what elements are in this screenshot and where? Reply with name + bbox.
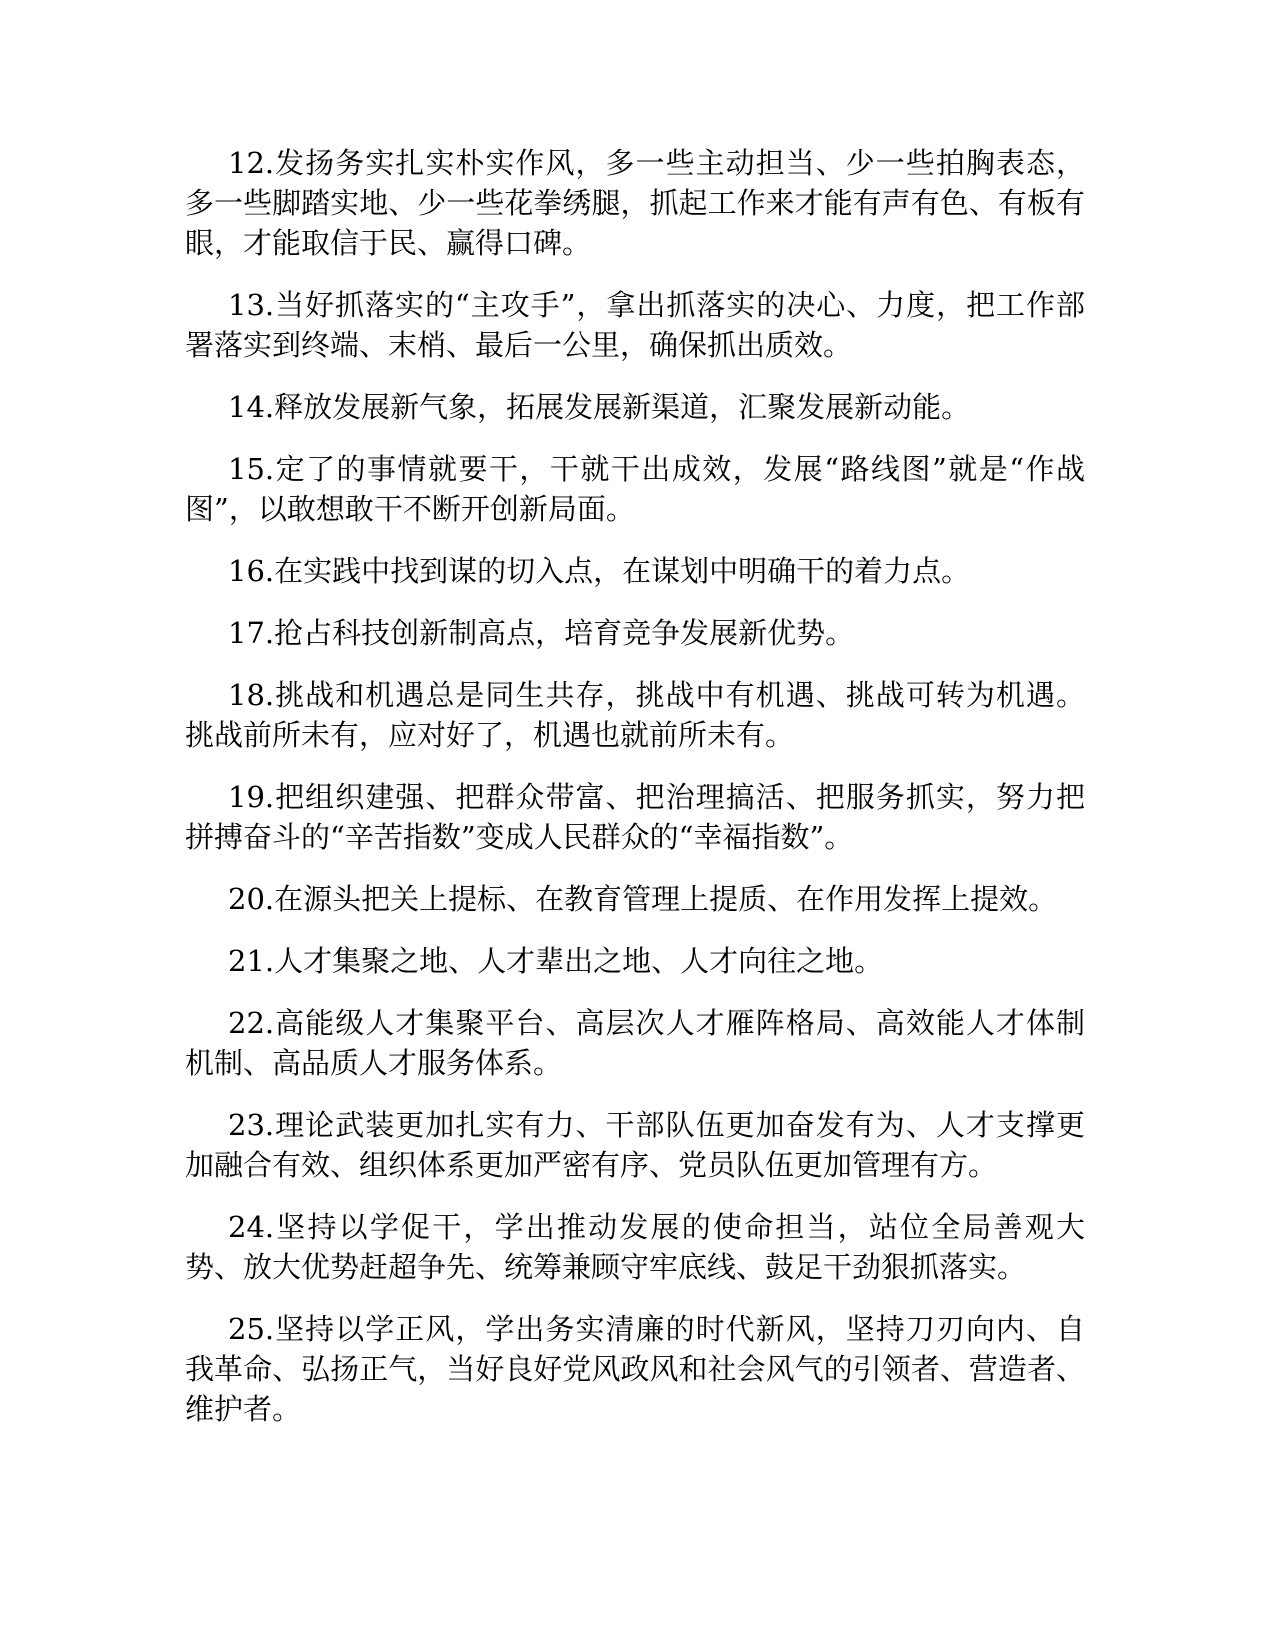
- paragraph-14: 14.释放发展新气象，拓展发展新渠道，汇聚发展新动能。: [228, 390, 971, 424]
- paragraph-25: 25.坚持以学正风，学出务实清廉的时代新风，坚持刀刃向内、自我革命、弘扬正气，当好良好党风政风和社会风气的引领者、营造者、维护者。: [185, 1312, 1085, 1426]
- paragraph-12: 12.发扬务实扎实朴实作风，多一些主动担当、少一些拍胸表态，多一些脚踏实地、少一些花拳绣腿，抓起工作来才能有声有色、有板有眼，才能取信于民、赢得口碑。: [185, 146, 1085, 260]
- paragraph-16: 16.在实践中找到谋的切入点，在谋划中明确干的着力点。: [228, 554, 971, 588]
- paragraph-20: 20.在源头把关上提标、在教育管理上提质、在作用发挥上提效。: [228, 882, 1058, 916]
- paragraph-23: 23.理论武装更加扎实有力、干部队伍更加奋发有为、人才支撑更加融合有效、组织体系更加严密有序、党员队伍更加管理有方。: [185, 1108, 1085, 1182]
- paragraph-24: 24.坚持以学促干，学出推动发展的使命担当，站位全局善观大势、放大优势赶超争先、统筹兼顾守牢底线、鼓足干劲狠抓落实。: [185, 1210, 1085, 1284]
- paragraph-13: 13.当好抓落实的“主攻手”，拿出抓落实的决心、力度，把工作部署落实到终端、末梢、最后一公里，确保抓出质效。: [185, 288, 1085, 362]
- paragraph-18: 18.挑战和机遇总是同生共存，挑战中有机遇、挑战可转为机遇。挑战前所未有，应对好了，机遇也就前所未有。: [185, 678, 1085, 752]
- paragraph-22: 22.高能级人才集聚平台、高层次人才雁阵格局、高效能人才体制机制、高品质人才服务体系。: [185, 1006, 1085, 1080]
- paragraph-21: 21.人才集聚之地、人才辈出之地、人才向往之地。: [228, 944, 884, 978]
- document-body: [185, 143, 1085, 1451]
- paragraph-17: 17.抢占科技创新制高点，培育竞争发展新优势。: [228, 616, 855, 650]
- paragraph-19: 19.把组织建强、把群众带富、把治理搞活、把服务抓实，努力把拼搏奋斗的“辛苦指数”变成人民群众的“幸福指数”。: [185, 780, 1085, 854]
- paragraph-15: 15.定了的事情就要干，干就干出成效，发展“路线图”就是“作战图”，以敢想敢干不断开创新局面。: [185, 452, 1085, 526]
